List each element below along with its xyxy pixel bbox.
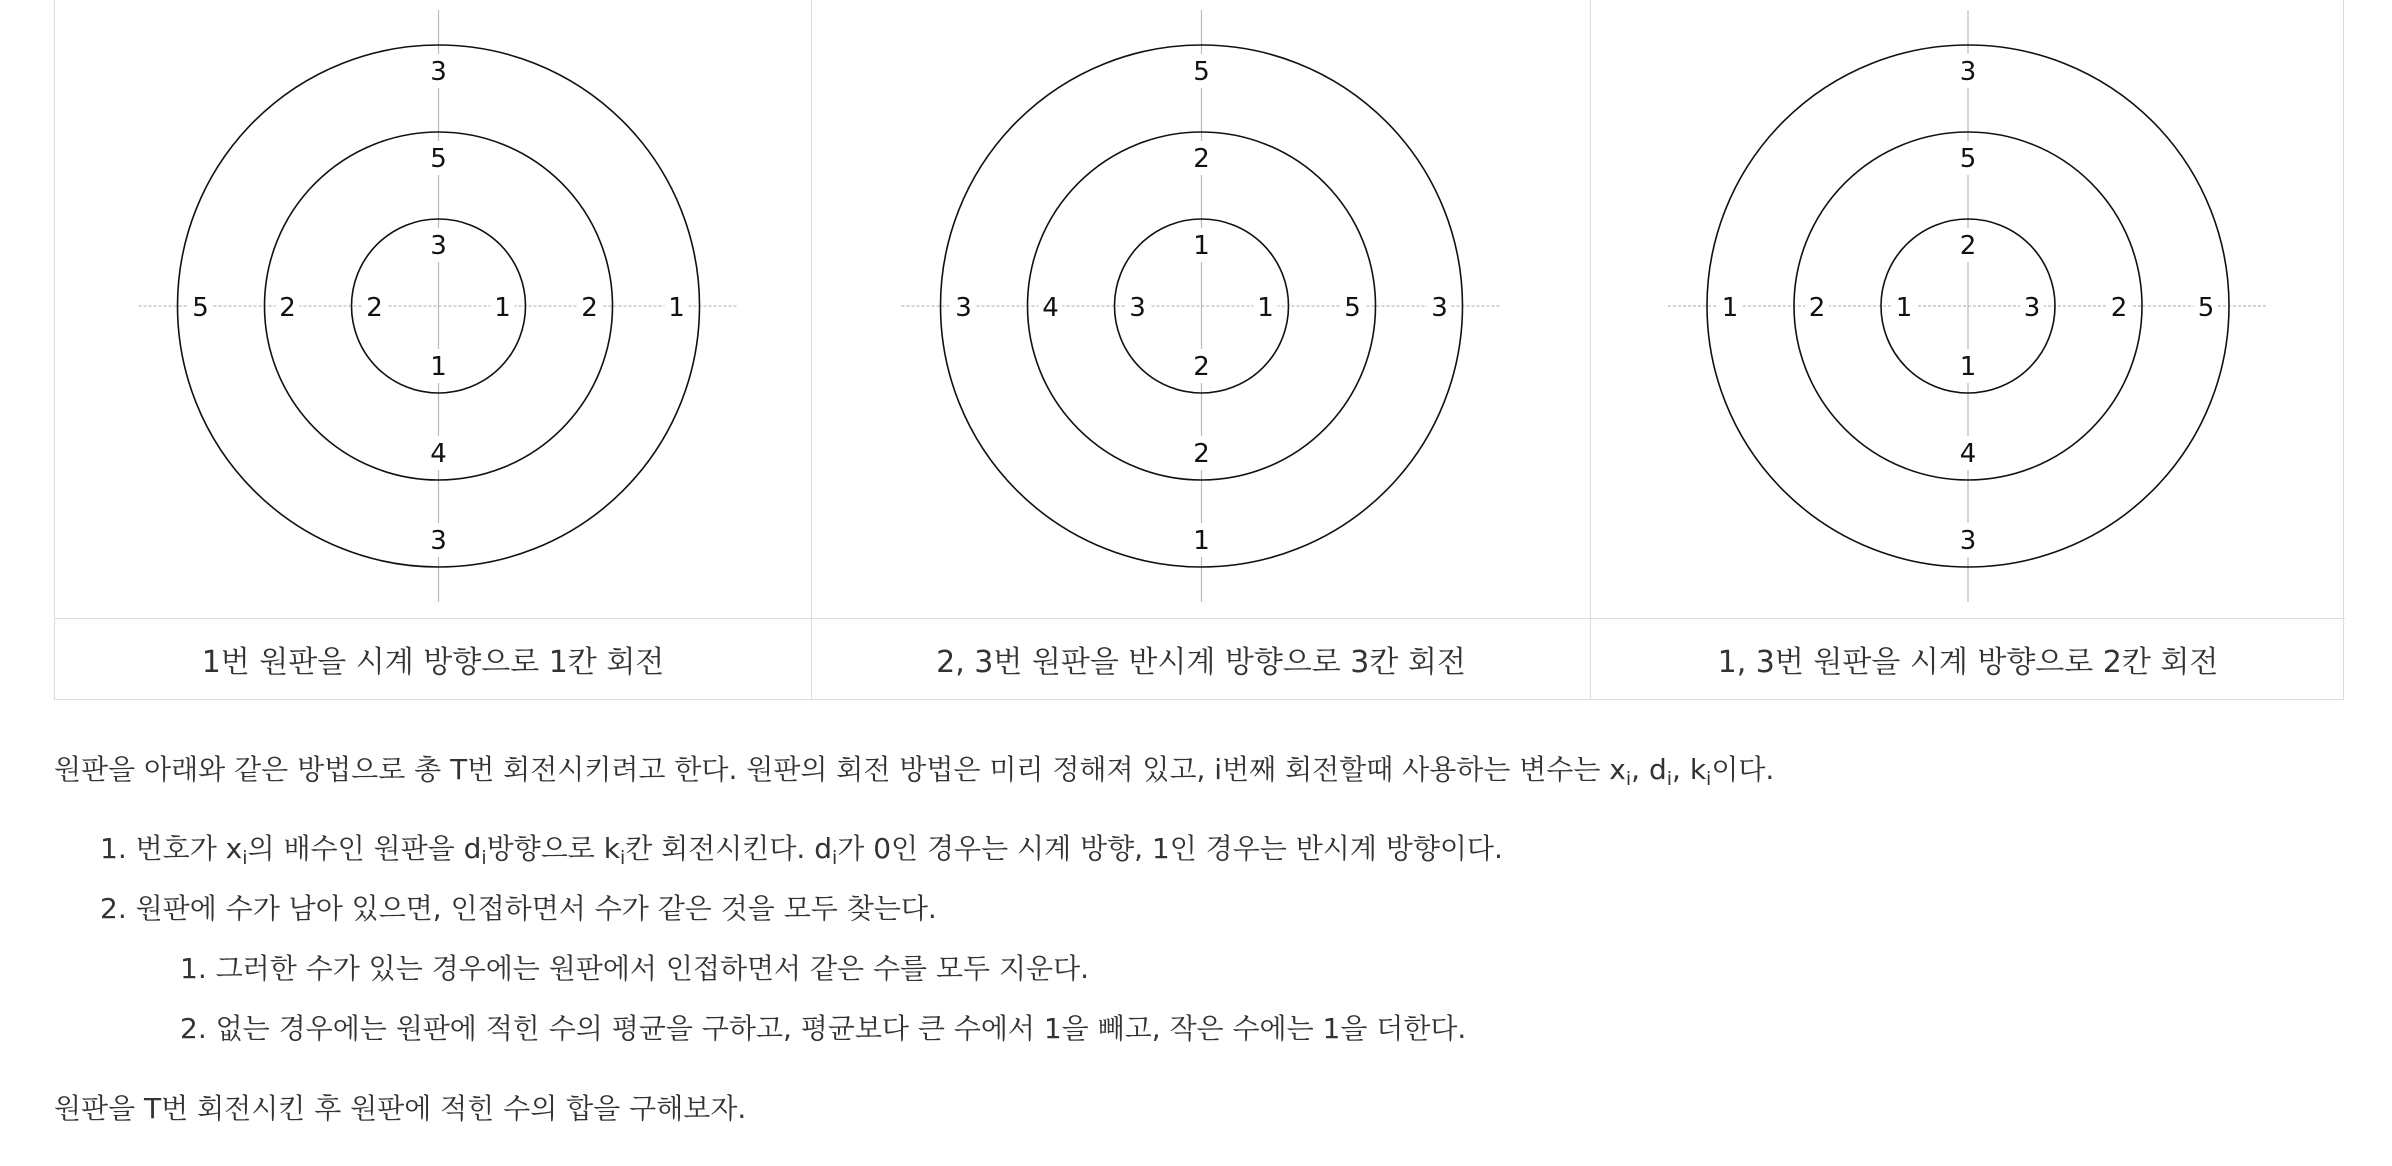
disk-number-ring3-left: 5 xyxy=(192,293,209,323)
disk-number-ring2-right: 5 xyxy=(1344,293,1361,323)
disk-number-ring2-top: 2 xyxy=(1193,144,1210,174)
disk-number-ring3-right: 3 xyxy=(1431,293,1448,323)
disk-number-ring3-bottom: 3 xyxy=(1959,526,1977,556)
disk-number-ring1-bottom: 1 xyxy=(430,352,447,382)
intro-paragraph: 원판을 아래와 같은 방법으로 총 T번 회전시키려고 한다. 원판의 회전 방법은 미리 정해져 있고, i번째 회전할때 사용하는 변수는 $x_i$, $d_i$, $k_i$이다. xyxy=(54,753,1775,790)
diagram-cell-2 xyxy=(812,0,1591,619)
substep-1: 1. 그러한 수가 있는 경우에는 원판에서 인접하면서 같은 수를 모두 지운다. xyxy=(180,952,1090,985)
disk-number-ring2-top: 5 xyxy=(430,144,447,174)
substep-2: 2. 없는 경우에는 원판에 적힌 수의 평균을 구하고, 평균보다 큰 수에서 1을 빼고, 작은 수에는 1을 더한다. xyxy=(180,1012,1467,1045)
disk-number-ring3-right: 5 xyxy=(2197,293,2215,323)
diagram-caption-2: 2, 3번 원판을 반시계 방향으로 3칸 회전 xyxy=(812,619,1591,699)
diagram-caption-3: 1, 3번 원판을 시계 방향으로 2칸 회전 xyxy=(1717,645,2219,680)
diagram-cell-3 xyxy=(1591,0,2345,619)
list-number: 2. xyxy=(180,1012,207,1045)
disk-number-ring3-bottom: 3 xyxy=(430,526,447,556)
disk-number-ring3-right: 1 xyxy=(668,293,685,323)
disk-number-ring1-bottom: 1 xyxy=(1959,352,1977,382)
list-number: 2. xyxy=(100,892,127,925)
disk-number-ring2-bottom: 4 xyxy=(1959,439,1977,469)
step-2: 2. 원판에 수가 남아 있으면, 인접하면서 수가 같은 것을 모두 찾는다. xyxy=(100,892,937,925)
disk-number-ring3-left: 1 xyxy=(1721,293,1739,323)
disk-number-ring3-left: 3 xyxy=(955,293,972,323)
disk-number-ring1-right: 3 xyxy=(2023,293,2041,323)
diagram-caption-1: 1번 원판을 시계 방향으로 1칸 회전 xyxy=(55,619,812,699)
disk-number-ring1-right: 1 xyxy=(1257,293,1274,323)
diagram-cell-1 xyxy=(55,0,812,619)
disk-number-ring3-top: 5 xyxy=(1193,57,1210,87)
disk-diagram-2 xyxy=(812,0,1591,619)
disk-number-ring1-right: 1 xyxy=(494,293,511,323)
disk-number-ring1-left: 3 xyxy=(1129,293,1146,323)
disk-number-ring2-left: 2 xyxy=(1808,293,1826,323)
disk-number-ring2-left: 2 xyxy=(279,293,296,323)
disk-number-ring3-top: 3 xyxy=(1959,57,1977,87)
outro-paragraph: 원판을 T번 회전시킨 후 원판에 적힌 수의 합을 구해보자. xyxy=(54,1092,747,1125)
disk-diagram-3 xyxy=(1591,0,2345,619)
disk-number-ring1-bottom: 2 xyxy=(1193,352,1210,382)
disk-number-ring1-top: 3 xyxy=(430,231,447,261)
figure-table xyxy=(54,0,2344,700)
disk-number-ring1-left: 2 xyxy=(366,293,383,323)
disk-number-ring2-bottom: 4 xyxy=(430,439,447,469)
list-number: 1. xyxy=(180,952,207,985)
disk-number-ring2-right: 2 xyxy=(581,293,598,323)
step-1: 1. 번호가 $x_i$의 배수인 원판을 $d_i$방향으로 $k_i$칸 회전시킨다. $d_i$가 0인 경우는 시계 방향, 1인 경우는 반시계 방향이다. xyxy=(100,832,1503,869)
disk-number-ring1-left: 1 xyxy=(1895,293,1913,323)
disk-diagram-1 xyxy=(55,0,812,619)
list-number: 1. xyxy=(100,832,127,865)
disk-number-ring1-top: 1 xyxy=(1193,231,1210,261)
disk-number-ring2-left: 4 xyxy=(1042,293,1059,323)
disk-number-ring2-right: 2 xyxy=(2110,293,2128,323)
disk-number-ring2-bottom: 2 xyxy=(1193,439,1210,469)
disk-number-ring3-bottom: 1 xyxy=(1193,526,1210,556)
disk-number-ring3-top: 3 xyxy=(430,57,447,87)
disk-number-ring1-top: 2 xyxy=(1959,231,1977,261)
disk-number-ring2-top: 5 xyxy=(1959,144,1977,174)
